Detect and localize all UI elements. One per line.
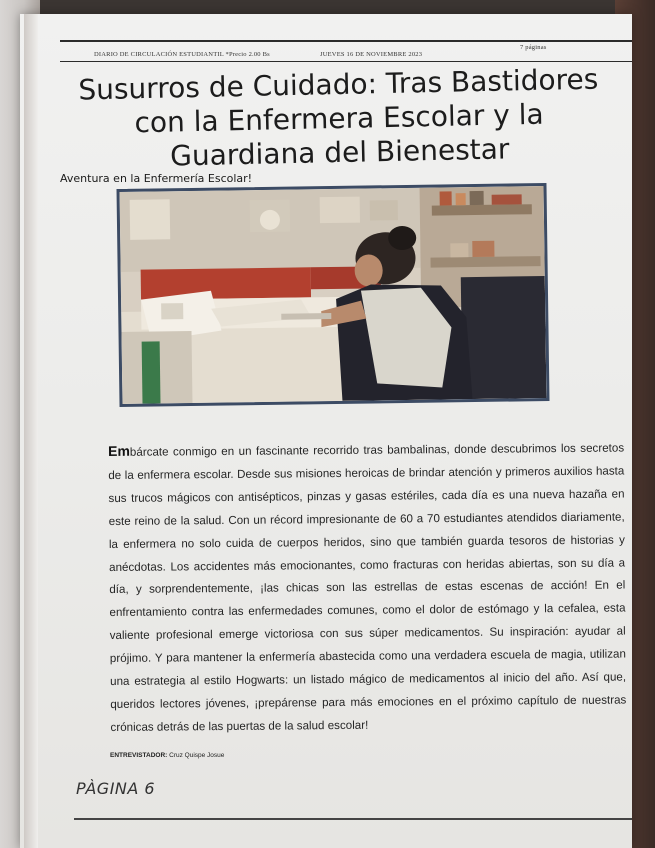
article-body-text: bárcate conmigo en un fascinante recorrido tras bambalinas, donde descubrimos los secretos de la enfermera escolar. Desde sus misiones heroicas de brindar atención y primeros auxilios hasta sus trucos mágicos con antisépticos, pinzas y gasas estériles, cada día es una nueva hazaña en este reino de la salud. Con un récord impresionante de 60 a 70 estudiantes atendidos diariamente, la enfermera no solo cuida de cuerpos heridos, sino que también guarda tesoros de historias y anécdotas. Los accidentes más emocionantes, como fracturas con heridas abiertas, son su día a día, y sorprendentemente, ¡las chicas son las estrellas de estas escenas de acción! En el enfrentamiento contra las enfermedades comunes, como el dolor de estómago y la cefalea, esta valiente profesional emerge victoriosa con sus súper medicamentos. Su inspiración: ayudar al prójimo. Y para mantener la enfermería abastecida como una verdadera escuela de magia, utilizan una estrategia al estilo Hogwarts: un listado mágico de medicamentos al inicio del año. Así que, queridos lectores jóvenes, ¡prepárense para más emociones en el próximo capítulo de nuestras crónicas detrás de las puertas de la salud escolar! xyxy=(108,441,627,734)
masthead-top-rule xyxy=(60,40,632,42)
nurse-photo-illustration xyxy=(120,186,547,404)
nurse-photo xyxy=(116,183,549,407)
footer-rule xyxy=(74,818,632,820)
article-body xyxy=(108,435,627,739)
masthead-publication: DIARIO DE CIRCULACIÓN ESTUDIANTIL *Precio 2.00 Bs xyxy=(94,51,270,58)
masthead-date: JUEVES 16 DE NOVIEMBRE 2023 xyxy=(320,51,423,58)
article-subtitle: Aventura en la Enfermería Escolar! xyxy=(60,172,253,185)
byline xyxy=(110,752,224,759)
page-fold-edge xyxy=(24,14,38,848)
byline-label: ENTREVISTADOR: xyxy=(110,752,168,759)
page-number: PÀGINA 6 xyxy=(76,779,156,798)
byline-name: Cruz Quispe Josue xyxy=(169,752,225,759)
article-dropcap: Em xyxy=(108,442,130,459)
article-title: Susurros de Cuidado: Tras Bastidores con la Enfermera Escolar y la Guardiana del Bienestar xyxy=(78,62,599,173)
masthead-bottom-rule xyxy=(60,61,632,62)
masthead-pages: 7 páginas xyxy=(520,44,547,51)
